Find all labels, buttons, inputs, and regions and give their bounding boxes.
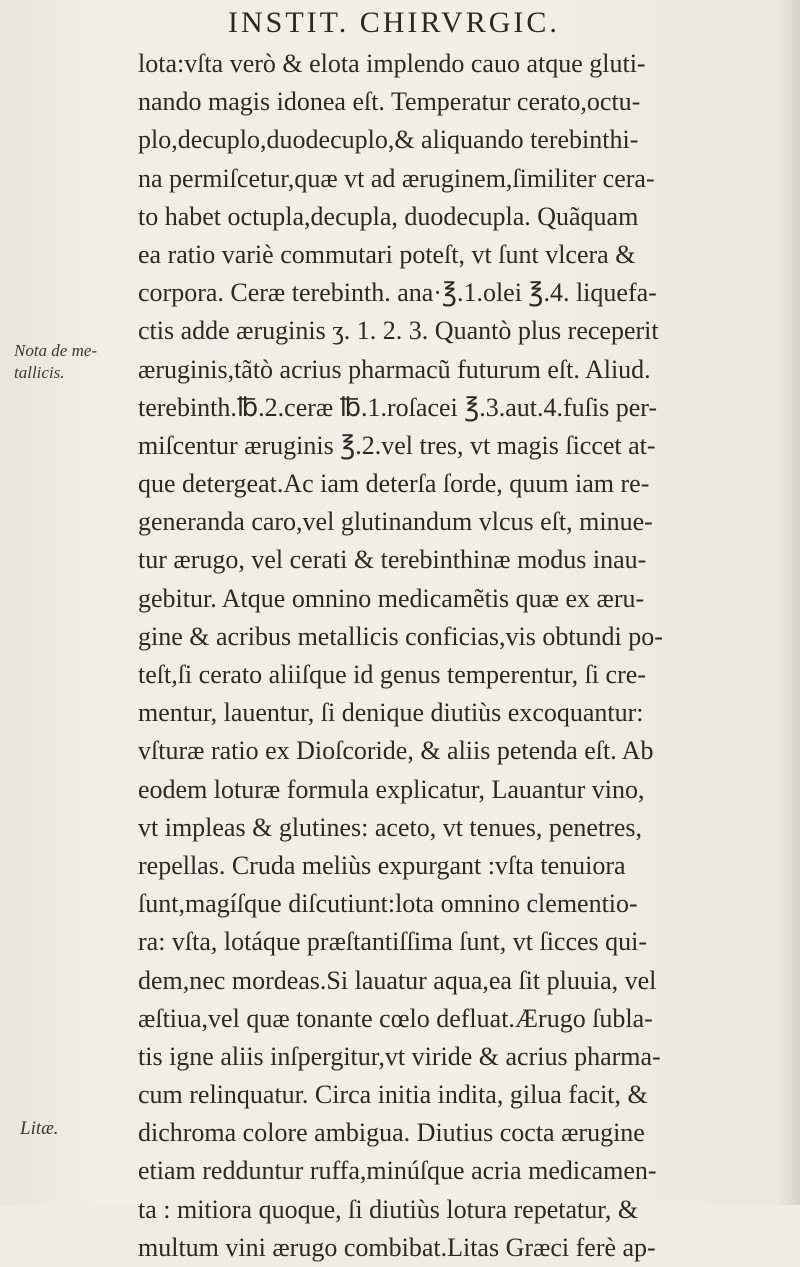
text-line: teſt,ſi cerato aliiſque id genus temperentur, ſi cre- [138, 660, 646, 689]
text-line: terebinth.℔.2.ceræ ℔.1.roſacei ℥.3.aut.4.fuſis per- [138, 392, 658, 422]
text-line: to habet octupla,decupla, duodecupla. Quãquam [138, 201, 639, 231]
text-line: eodem loturæ formula explicatur, Lauantur vino, [138, 774, 645, 804]
margin-note-line: tallicis. [14, 363, 65, 382]
text-line: vt impleas & glutines: aceto, vt tenues, penetres, [138, 812, 642, 842]
text-line: ctis adde æruginis ʒ. 1. 2. 3. Quantò plus receperit [138, 316, 659, 346]
text-line: dem,nec mordeas.Si lauatur aqua,ea ſit pluuia, vel [138, 965, 657, 995]
text-line: na permiſcetur,quæ vt ad æruginem,ſimiliter cera- [138, 163, 655, 193]
margin-note-litae [20, 1118, 100, 1140]
text-line: nando magis idonea eſt. Temperatur cerato,octu- [138, 87, 641, 117]
text-line: ea ratio variè commutari poteſt, vt ſunt vlcera & [138, 239, 636, 269]
running-header: INSTIT. CHIRVRGIC. [228, 6, 560, 39]
text-line: multum vini ærugo combibat.Litas Græci ferè ap- [138, 1232, 656, 1262]
text-line: lota:vſta verò & elota implendo cauo atque gluti- [138, 49, 646, 78]
text-line: generanda caro,vel glutinandum vlcus eſt, minue- [138, 507, 653, 537]
text-line: etiam redduntur ruffa,minúſque acria medicamen- [138, 1156, 657, 1186]
text-line: que detergeat.Ac iam deterſa ſorde, quum iam re- [138, 469, 650, 499]
margin-note-metals [14, 340, 124, 384]
text-line: dichroma colore ambigua. Diutius cocta ærugine [138, 1118, 645, 1148]
text-line: corpora. Ceræ terebinth. ana·℥.1.olei ℥.4. liquefa- [138, 278, 657, 308]
text-line: tur ærugo, vel cerati & terebinthinæ modus inau- [138, 545, 647, 575]
text-line: gebitur. Atque omnino medicamẽtis quæ ex æru- [138, 583, 645, 613]
text-line: miſcentur æruginis ℥.2.vel tres, vt magis ſiccet at- [138, 430, 656, 460]
text-line: vſturæ ratio ex Dioſcoride, & aliis petenda eſt. Ab [138, 736, 654, 766]
text-line: repellas. Cruda meliùs expurgant :vſta tenuiora [138, 850, 626, 880]
text-line: cum relinquatur. Circa initia indita, gilua facit, & [138, 1080, 648, 1110]
text-line: ra: vſta, lotáque præſtantiſſima ſunt, vt ſicces qui- [138, 927, 648, 957]
margin-note-line: Nota de me- [14, 341, 98, 360]
text-line: tis igne aliis inſpergitur,vt viride & acrius pharma- [138, 1041, 661, 1071]
text-line: plo,decuplo,duodecuplo,& aliquando terebinthi- [138, 125, 639, 155]
text-line: ta : mitiora quoque, ſi diutiùs lotura repetatur, & [138, 1194, 639, 1224]
page-fold-shadow [778, 0, 800, 1205]
text-line: gine & acribus metallicis conficias,vis obtundi po- [138, 621, 663, 651]
text-line: æruginis,tãtò acrius pharmacũ futurum eſt. Aliud. [138, 354, 651, 384]
text-line: ſunt,magíſque diſcutiunt:lota omnino clementio- [138, 889, 638, 919]
body-text [138, 45, 778, 1267]
text-line: mentur, lauentur, ſi denique diutiùs excoquantur: [138, 698, 644, 728]
margin-note-line: Litæ. [20, 1118, 59, 1139]
text-line: æſtiua,vel quæ tonante cœlo defluat.Ærugo ſubla- [138, 1003, 653, 1033]
